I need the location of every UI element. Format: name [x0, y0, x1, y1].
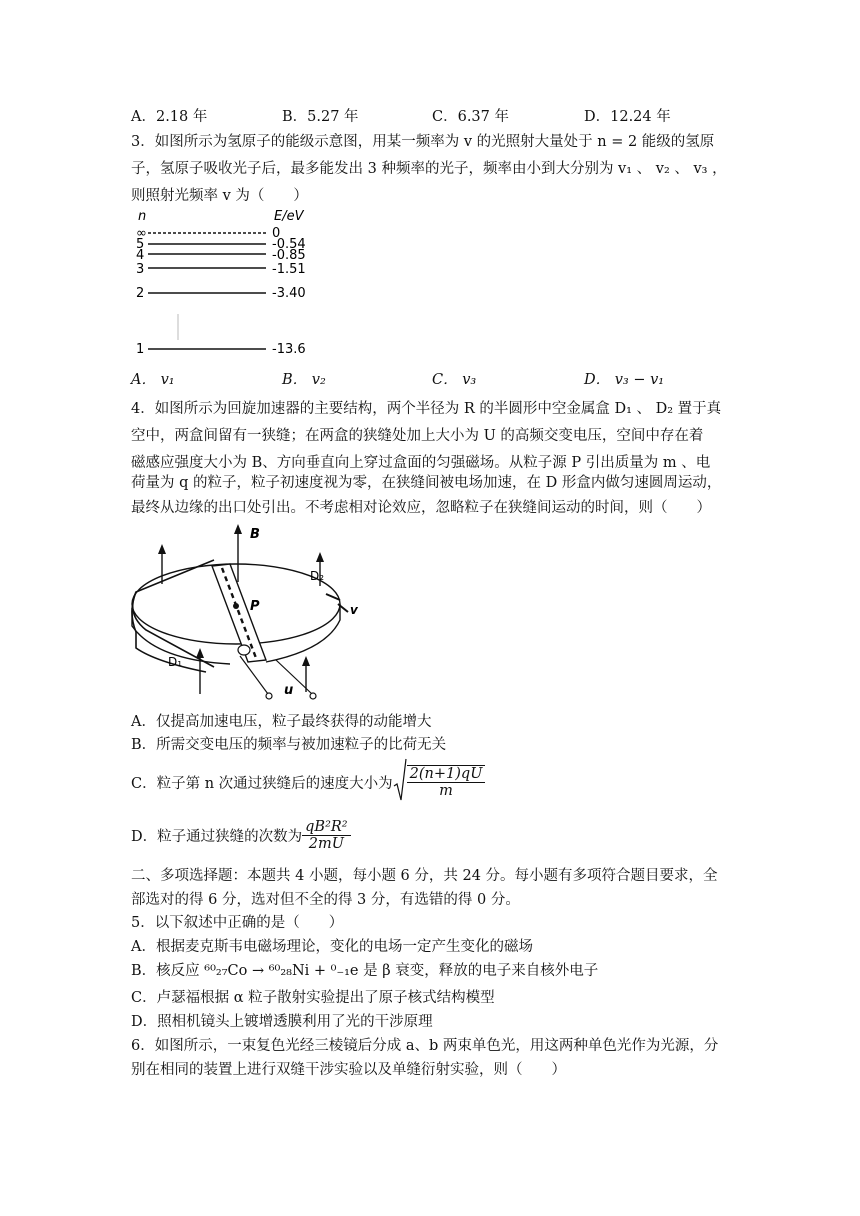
b-arrow-head-right — [316, 552, 324, 562]
sqrt-radical-icon — [393, 758, 407, 802]
section-2-heading-line-1: 二、多项选择题：本题共 4 小题，每小题 6 分，共 24 分。每小题有多项符合题目要求，全 — [131, 868, 718, 884]
energy-level-diagram — [128, 206, 358, 366]
level-n-5: 5 — [136, 237, 145, 252]
q2-option-c: C．6.37 年 — [432, 109, 509, 125]
dee-d2-wall — [266, 604, 340, 662]
q4-option-c-numerator: 2(n+1)qU — [407, 766, 486, 783]
q4-option-c-text: C．粒子第 n 次通过狭缝后的速度大小为 — [131, 775, 393, 792]
level-e-1: -13.6 — [272, 342, 306, 357]
q4-option-c-fraction — [407, 765, 486, 799]
q4-stem-line-5: 最终从边缘的出口处引出。不考虑相对论效应，忽略粒子在狭缝间运动的时间，则（ ） — [131, 500, 711, 516]
q5-option-a: A．根据麦克斯韦电磁场理论，变化的电场一定产生变化的磁场 — [131, 939, 533, 955]
q4-option-d-denominator: 2mU — [308, 835, 344, 852]
q4-option-a: A．仅提高加速电压，粒子最终获得的动能增大 — [131, 714, 432, 730]
wire-right-end — [310, 693, 316, 699]
wire-left-end — [266, 693, 272, 699]
level-n-2: 2 — [136, 286, 145, 301]
b-arrow-head-left — [158, 544, 166, 554]
u-label: u — [284, 683, 294, 698]
level-e-4: -0.85 — [272, 248, 306, 263]
q2-option-d: D．12.24 年 — [584, 109, 671, 125]
q5-option-c: C．卢瑟福根据 α 粒子散射实验提出了原子核式结构模型 — [131, 990, 495, 1006]
q4-option-c-denominator: m — [439, 783, 453, 799]
energy-axis-label: E/eV — [274, 209, 304, 224]
dee-d1-top — [133, 560, 214, 667]
cyclotron-diagram — [126, 522, 366, 702]
q2-option-b: B．5.27 年 — [282, 109, 359, 125]
sqrt-sign — [393, 758, 407, 806]
q4-stem-line-3: 磁感应强度大小为 B、方向垂直向上穿过盒面的匀强磁场。从粒子源 P 引出质量为 m 、电 — [131, 455, 711, 471]
q3-option-d: D． v₃ − v₁ — [584, 372, 665, 388]
q3-stem-line-1: 3．如图所示为氢原子的能级示意图，用某一频率为 v 的光照射大量处于 n = 2 能级的氢原 — [131, 134, 715, 150]
q5-stem: 5．以下叙述中正确的是（ ） — [131, 915, 344, 931]
q4-option-c — [131, 760, 485, 804]
terminal-left — [238, 645, 250, 655]
q6-stem-line-2: 别在相同的装置上进行双缝干涉实验以及单缝衍射实验，则（ ） — [131, 1062, 566, 1078]
q5-option-d: D．照相机镜头上镀增透膜利用了光的干涉原理 — [131, 1014, 433, 1030]
q4-option-b: B．所需交变电压的频率与被加速粒子的比荷无关 — [131, 737, 447, 753]
d2-label: D₂ — [310, 569, 325, 583]
level-n-4: 4 — [136, 248, 145, 263]
q4-stem-line-2: 空中，两盒间留有一狭缝；在两盒的狭缝处加上大小为 U 的高频交变电压，空间中存在着 — [131, 428, 704, 444]
q3-option-a: A． v₁ — [131, 372, 175, 388]
v-label: v — [350, 603, 358, 617]
q3-stem-line-2: 子，氢原子吸收光子后，最多能发出 3 种频率的光子，频率由小到大分别为 v₁ 、 v₂ 、 v₃ ， — [131, 161, 727, 177]
q4-stem-line-4: 荷量为 q 的粒子，粒子初速度视为零，在狭缝间被电场加速，在 D 形盒内做匀速圆周运动， — [131, 475, 722, 491]
q3-option-c: C． v₃ — [432, 372, 477, 388]
q4-option-d — [131, 814, 351, 856]
q4-stem-line-1: 4．如图所示为回旋加速器的主要结构，两个半径为 R 的半圆形中空金属盒 D₁ 、 D₂ 置于真 — [131, 401, 722, 417]
q6-stem-line-1: 6．如图所示，一束复色光经三棱镜后分成 a、b 两束单色光，用这两种单色光作为光源，分 — [131, 1038, 719, 1054]
q4-option-d-text: D．粒子通过狭缝的次数为 — [131, 828, 303, 845]
level-n-3: 3 — [136, 262, 145, 277]
q3-stem-line-3: 则照射光频率 v 为（ ） — [131, 188, 308, 204]
section-2-heading-line-2: 部选对的得 6 分，选对但不全的得 3 分，有选错的得 0 分。 — [131, 892, 520, 908]
b-label: B — [250, 527, 260, 542]
level-e-2: -3.40 — [272, 286, 306, 301]
q2-option-a: A．2.18 年 — [131, 109, 208, 125]
n-axis-label: n — [138, 209, 147, 224]
level-n-1: 1 — [136, 342, 145, 357]
level-e-3: -1.51 — [272, 262, 306, 277]
b-arrow-head-bottom-right — [302, 656, 310, 666]
d1-label: D₁ — [168, 655, 183, 669]
particle-source — [233, 603, 239, 609]
level-e-5: -0.54 — [272, 237, 306, 252]
q4-option-d-fraction — [302, 819, 350, 852]
p-label: P — [250, 599, 260, 614]
b-arrow-head-center — [234, 524, 242, 534]
q3-option-b: B． v₂ — [282, 372, 326, 388]
level-e-inf: 0 — [272, 226, 281, 241]
q4-option-d-numerator: qB²R² — [302, 819, 350, 836]
q5-option-b: B．核反应 ⁶⁰₂₇Co → ⁶⁰₂₈Ni + ⁰₋₁e 是 β 衰变，释放的电子来自核外电子 — [131, 963, 599, 979]
level-n-inf: ∞ — [136, 226, 147, 241]
